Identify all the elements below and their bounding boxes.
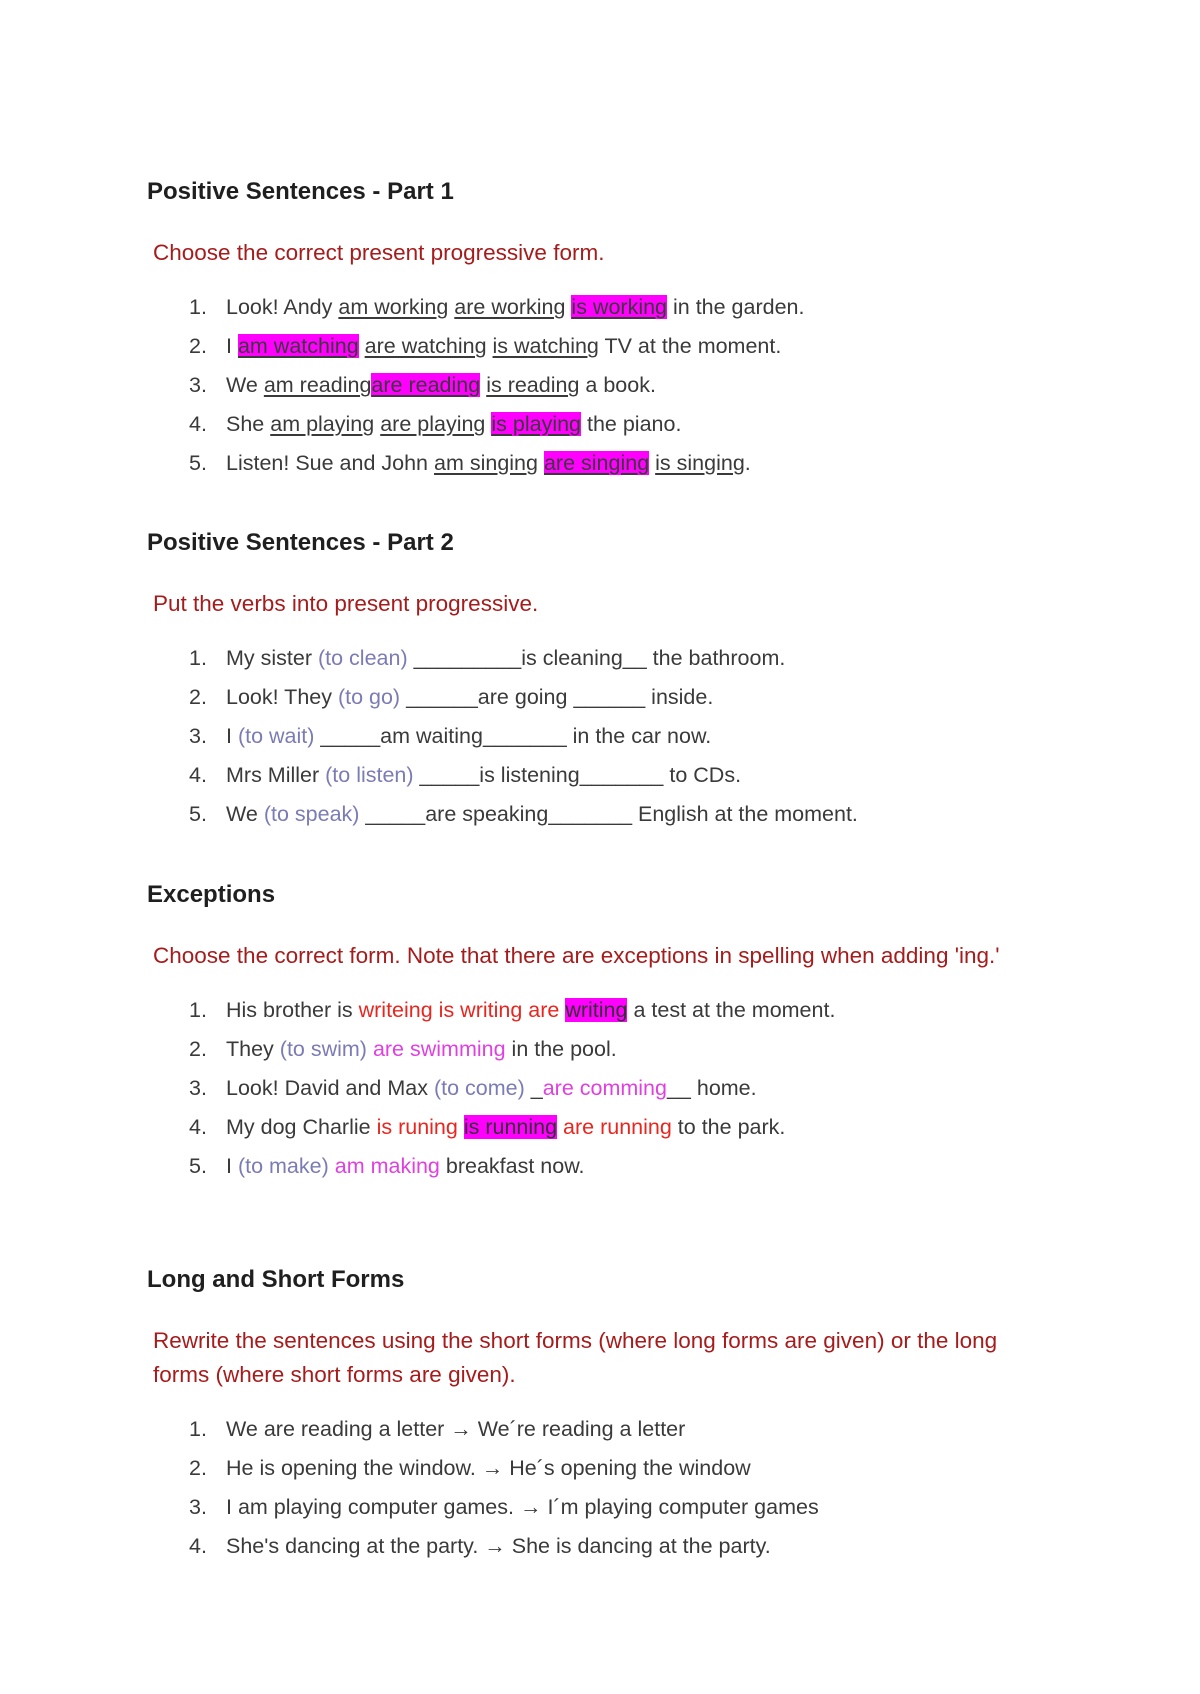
item-number: 1. [189,998,207,1022]
item-text: I [226,724,238,748]
list-item [147,444,1047,483]
item-number: 4. [189,1115,207,1139]
option: are playing [380,412,486,436]
exercise-list [147,639,1047,834]
list-item [147,1527,1047,1566]
answer: ______are going ______ [400,685,646,709]
list-item [147,288,1047,327]
item-text: a test at the moment. [627,998,836,1022]
item-number: 5. [189,802,207,826]
item-text: a book. [579,373,656,397]
list-item [147,678,1047,717]
list-item [147,1449,1047,1488]
item-number: 2. [189,1456,207,1480]
list-item [147,1108,1047,1147]
item-number: 3. [189,724,207,748]
exercise-list [147,991,1047,1186]
item-text: My sister [226,646,318,670]
item-text: TV at the moment. [598,334,782,358]
verb-hint: (to wait) [237,724,315,748]
item-number: 5. [189,1154,207,1178]
item-text: the bathroom. [646,646,786,670]
item-number: 2. [189,334,207,358]
option-highlighted: are singing [543,451,650,475]
item-text: We [226,373,264,397]
item-text: . [744,451,751,475]
item-text: I [226,1154,238,1178]
section-instruction: Put the verbs into present progressive. [153,591,539,616]
item-number: 4. [189,1534,207,1558]
item-number: 1. [189,295,207,319]
item-number: 3. [189,1495,207,1519]
item-text: He is opening the window. → He´s opening the window [226,1456,751,1480]
section-heading: Exceptions [147,881,276,908]
option-highlighted: are reading [371,373,481,397]
item-text: to the park. [671,1115,786,1139]
item-text: in the car now. [566,724,712,748]
item-text: in the garden. [667,295,805,319]
option: am playing [270,412,375,436]
list-item [147,1147,1047,1186]
item-text: in the pool. [505,1037,617,1061]
section-part1 [147,177,1047,483]
option: is watching [492,334,599,358]
answer: are swimming [366,1037,506,1061]
section-heading: Positive Sentences - Part 2 [147,529,454,556]
verb-hint: (to come) [433,1076,525,1100]
item-text: Look! David and Max [226,1076,434,1100]
item-number: 3. [189,1076,207,1100]
item-text: to CDs. [663,763,742,787]
item-number: 2. [189,1037,207,1061]
verb-hint: (to listen) [325,763,414,787]
option-highlighted: writing [565,998,628,1022]
item-number: 2. [189,685,207,709]
section-part2 [147,528,1047,834]
answer: are comming [542,1076,667,1100]
answer: am making [328,1154,440,1178]
exercise-list [147,288,1047,483]
blank: _ [524,1076,543,1100]
list-item [147,756,1047,795]
list-item [147,991,1047,1030]
item-number: 3. [189,373,207,397]
exercise-list [147,1410,1047,1566]
answer: _____am waiting_______ [314,724,567,748]
item-text: My dog Charlie [226,1115,377,1139]
option: is runing [376,1115,458,1139]
list-item [147,1410,1047,1449]
section-long-short [147,1265,1047,1566]
item-text: His brother is [226,998,359,1022]
list-item [147,327,1047,366]
item-text: We are reading a letter → We´re reading a letter [226,1417,686,1441]
item-text: Look! Andy [226,295,339,319]
item-text: inside. [645,685,714,709]
list-item [147,1488,1047,1527]
item-number: 1. [189,646,207,670]
section-instruction: Choose the correct present progressive form. [153,240,605,265]
answer: _________is cleaning__ [407,646,647,670]
option: am reading [263,373,372,397]
list-item [147,717,1047,756]
list-item [147,795,1047,834]
item-text: __ home. [666,1076,757,1100]
item-text: Listen! Sue and John [226,451,434,475]
item-text: the piano. [581,412,682,436]
section-exceptions [147,880,1047,1186]
option-highlighted: am watching [237,334,359,358]
list-item [147,639,1047,678]
verb-hint: (to go) [337,685,401,709]
option-highlighted: is running [463,1115,558,1139]
option: am working [338,295,449,319]
section-instruction: Choose the correct form. Note that there are exceptions in spelling when adding 'ing.' [153,943,1000,968]
item-text: Mrs Miller [226,763,326,787]
section-heading: Positive Sentences - Part 1 [147,178,454,205]
option: am singing [434,451,538,475]
item-text: breakfast now. [439,1154,585,1178]
option: are running [563,1115,672,1139]
item-text: She [226,412,271,436]
verb-hint: (to speak) [263,802,360,826]
item-text: We [226,802,264,826]
option-highlighted: is playing [491,412,582,436]
item-number: 5. [189,451,207,475]
verb-hint: (to clean) [317,646,408,670]
verb-hint: (to make) [237,1154,329,1178]
item-number: 1. [189,1417,207,1441]
answer: _____are speaking_______ [359,802,633,826]
item-text: I [226,334,238,358]
item-number: 4. [189,412,207,436]
option: writeing is writing are [358,998,566,1022]
verb-hint: (to swim) [279,1037,367,1061]
list-item [147,405,1047,444]
option: are watching [364,334,487,358]
item-number: 4. [189,763,207,787]
list-item [147,1069,1047,1108]
section-instruction: Rewrite the sentences using the short forms (where long forms are given) or the long forms (where short forms are given). [153,1328,998,1387]
item-text: English at the moment. [632,802,858,826]
item-text: They [226,1037,280,1061]
item-text: Look! They [226,685,338,709]
option: is reading [486,373,580,397]
answer: _____is listening_______ [413,763,664,787]
option: is singing [655,451,745,475]
option: are working [454,295,566,319]
item-text: She's dancing at the party. → She is dancing at the party. [226,1534,771,1558]
item-text: I am playing computer games. → I´m playing computer games [226,1495,819,1519]
section-heading: Long and Short Forms [147,1266,405,1293]
list-item [147,1030,1047,1069]
option-highlighted: is working [571,295,668,319]
list-item [147,366,1047,405]
